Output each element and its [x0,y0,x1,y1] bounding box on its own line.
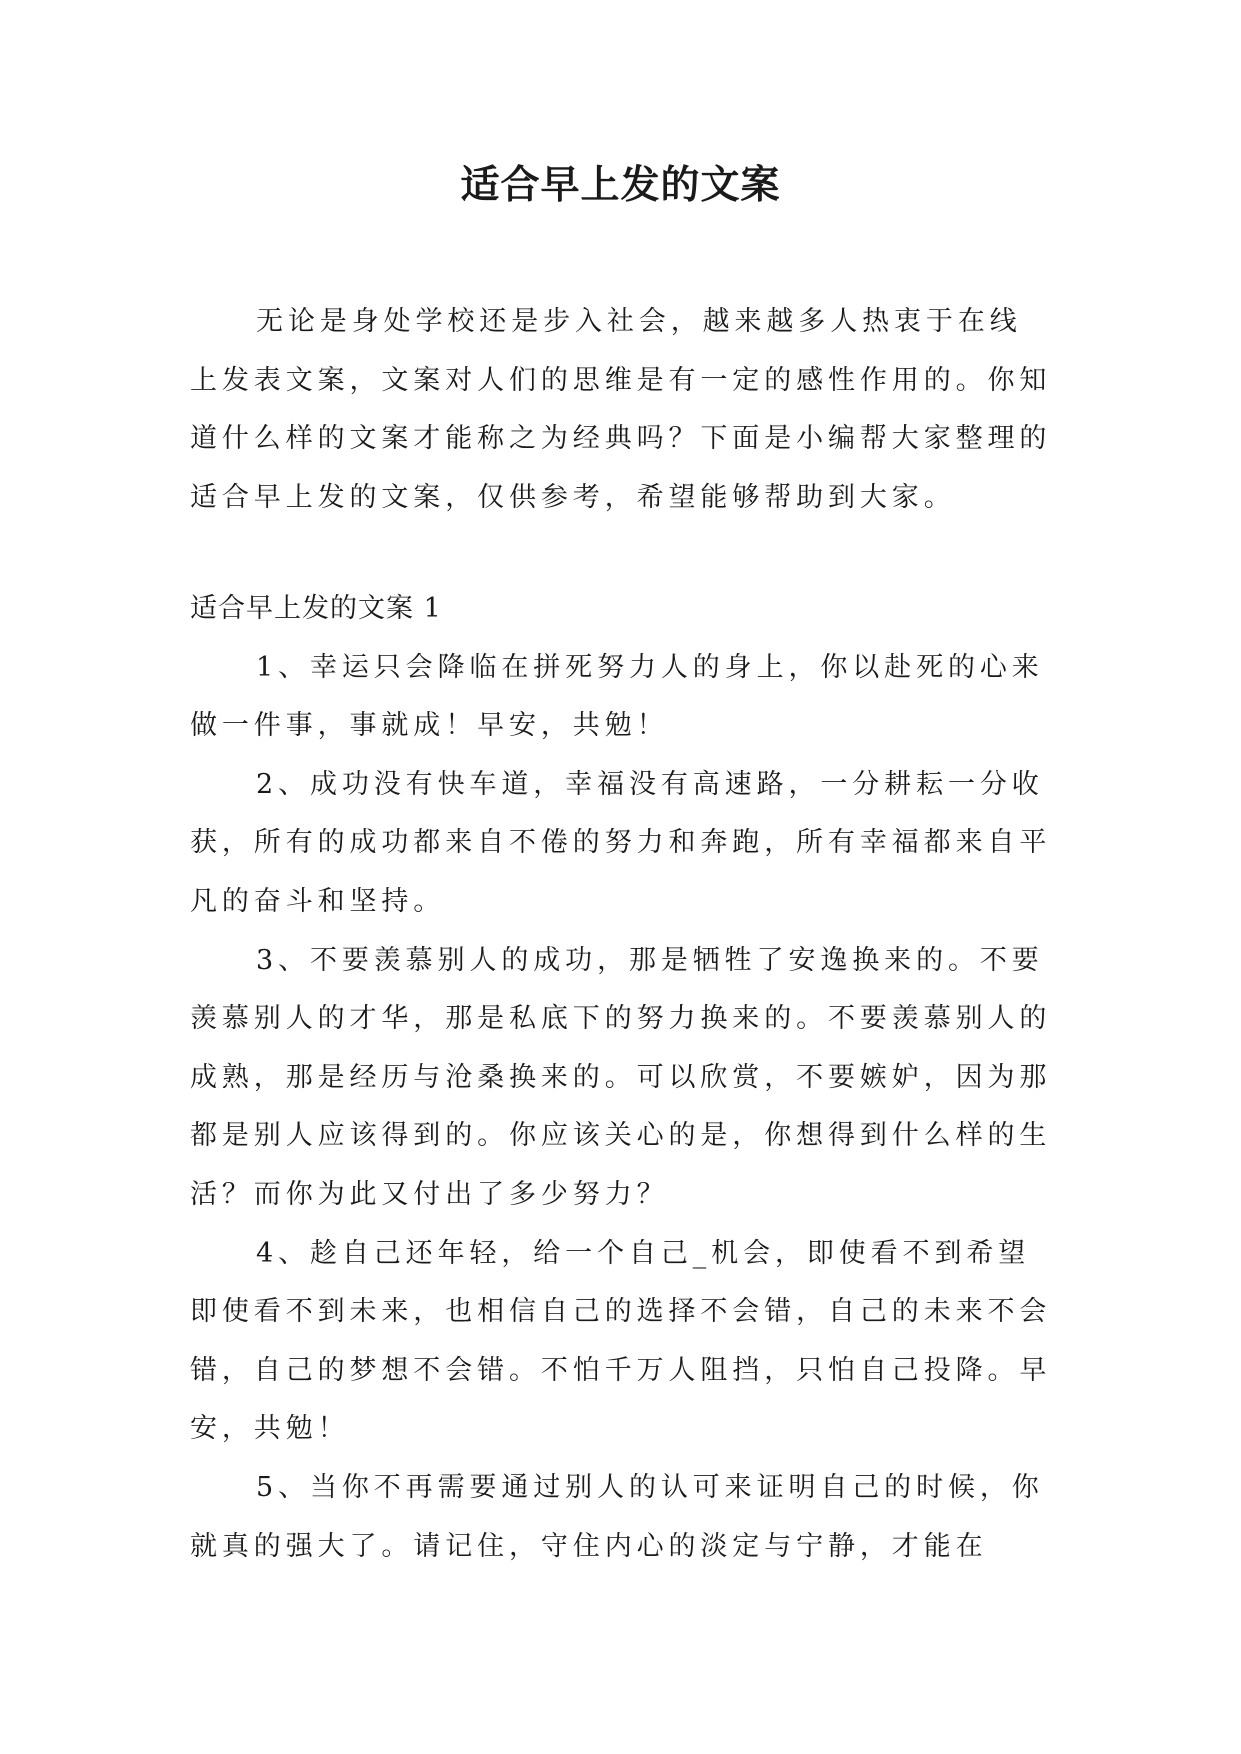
list-item: 5、当你不再需要通过别人的认可来证明自己的时候，你就真的强大了。请记住，守住内心的淡定与宁静，才能在 [190,1471,1044,1562]
intro-paragraph: 无论是身处学校还是步入社会，越来越多人热衷于在线上发表文案，文案对人们的思维是有一定的感性作用的。你知道什么样的文案才能称之为经典吗？下面是小编帮大家整理的适合早上发的文案，仅供参考，希望能够帮助到大家。 [190,306,1052,513]
list-item: 4、趁自己还年轻，给一个自己_机会，即使看不到希望即使看不到未来，也相信自己的选择不会错，自己的未来不会错，自己的梦想不会错。不怕千万人阻挡，只怕自己投降。早安，共勉！ [190,1237,1052,1445]
list-item: 3、不要羡慕别人的成功，那是牺牲了安逸换来的。不要羡慕别人的才华，那是私底下的努力换来的。不要羡慕别人的成熟，那是经历与沧桑换来的。可以欣赏，不要嫉妒，因为那都是别人应该得到的。你应该关心的是，你想得到什么样的生活？而你为此又付出了多少努力？ [190,944,1052,1210]
article-content [190,580,1052,1576]
list-item: 2、成功没有快车道，幸福没有高速路，一分耕耘一分收获，所有的成功都来自不倦的努力和奔跑，所有幸福都来自平凡的奋斗和坚持。 [190,768,1052,917]
list-item: 1、幸运只会降临在拼死努力人的身上，你以赴死的心来做一件事，事就成！早安，共勉！ [190,651,1044,742]
section-heading: 适合早上发的文案 1 [190,593,442,624]
document-title: 适合早上发的文案 [460,163,781,208]
